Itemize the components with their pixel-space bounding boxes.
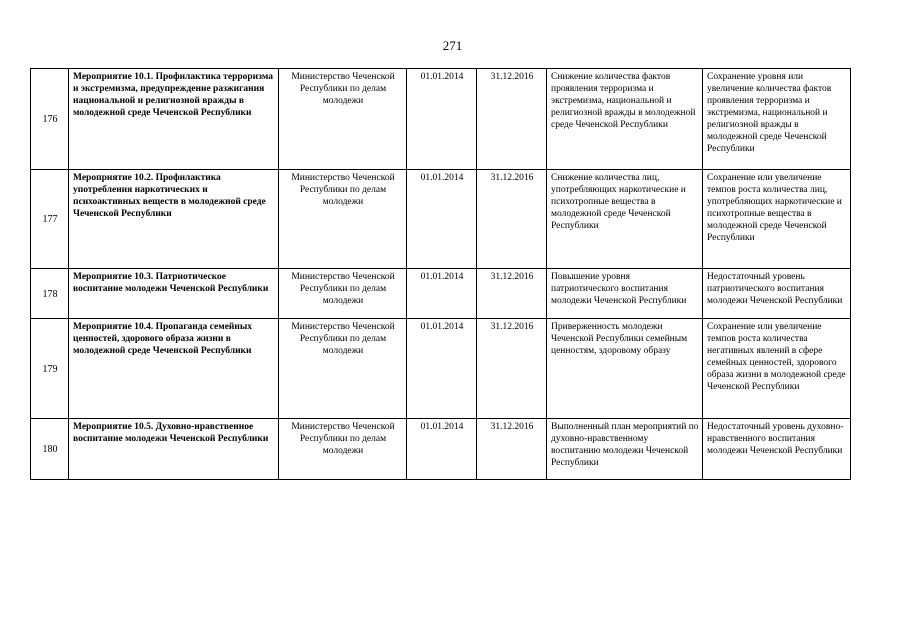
start-date: 01.01.2014 [407, 170, 477, 269]
table-row [31, 419, 851, 480]
expected-result: Снижение количества лиц, употребляющих наркотические и психотропные вещества в молодежной среде Чеченской Республики [547, 170, 703, 269]
expected-result: Выполненный план мероприятий по духовно-нравственному воспитанию молодежи Чеченской Республики [547, 419, 703, 480]
table-row [31, 269, 851, 319]
executor: Министерство Чеченской Республики по делам молодежи [279, 269, 407, 319]
executor: Министерство Чеченской Республики по делам молодежи [279, 319, 407, 419]
end-date: 31.12.2016 [477, 69, 547, 170]
end-date: 31.12.2016 [477, 269, 547, 319]
consequence: Недостаточный уровень духовно-нравственного воспитания молодежи Чеченской Республики [703, 419, 851, 480]
consequence: Сохранение уровня или увеличение количества фактов проявления терроризма и экстремизма, национальной и религиозной вражды в молодежной среде Чеченской Республики [703, 69, 851, 170]
expected-result: Приверженность молодежи Чеченской Республики семейным ценностям, здоровому образу [547, 319, 703, 419]
activity-title: Мероприятие 10.5. Духовно-нравственное воспитание молодежи Чеченской Республики [69, 419, 279, 480]
expected-result: Повышение уровня патриотического воспитания молодежи Чеченской Республики [547, 269, 703, 319]
table-row [31, 69, 851, 170]
activities-table [30, 68, 851, 480]
row-number: 179 [31, 319, 69, 419]
start-date: 01.01.2014 [407, 69, 477, 170]
activity-title: Мероприятие 10.4. Пропаганда семейных ценностей, здорового образа жизни в молодежной среде Чеченской Республики [69, 319, 279, 419]
start-date: 01.01.2014 [407, 269, 477, 319]
end-date: 31.12.2016 [477, 170, 547, 269]
executor: Министерство Чеченской Республики по делам молодежи [279, 419, 407, 480]
start-date: 01.01.2014 [407, 419, 477, 480]
row-number: 180 [31, 419, 69, 480]
start-date: 01.01.2014 [407, 319, 477, 419]
row-number: 176 [31, 69, 69, 170]
consequence: Сохранение или увеличение темпов роста количества лиц, употребляющих наркотические и психотропные вещества в молодежной среде Чеченской Республики [703, 170, 851, 269]
end-date: 31.12.2016 [477, 319, 547, 419]
table-row [31, 319, 851, 419]
expected-result: Снижение количества фактов проявления терроризма и экстремизма, национальной и религиозной вражды в молодежной среде Чеченской Республики [547, 69, 703, 170]
page-number: 271 [442, 38, 463, 53]
activity-title: Мероприятие 10.1. Профилактика терроризма и экстремизма, предупреждение разжигания национальной и религиозной вражды в молодежной среде Чеченской Республики [69, 69, 279, 170]
end-date: 31.12.2016 [477, 419, 547, 480]
activity-title: Мероприятие 10.2. Профилактика употребления наркотических и психоактивных веществ в молодежной среде Чеченской Республики [69, 170, 279, 269]
executor: Министерство Чеченской Республики по делам молодежи [279, 170, 407, 269]
row-number: 178 [31, 269, 69, 319]
executor: Министерство Чеченской Республики по делам молодежи [279, 69, 407, 170]
row-number: 177 [31, 170, 69, 269]
table-row [31, 170, 851, 269]
consequence: Сохранение или увеличение темпов роста количества негативных явлений в сфере семейных ценностей, здорового образа жизни в молодежной среде Чеченской Республики [703, 319, 851, 419]
consequence: Недостаточный уровень патриотического воспитания молодежи Чеченской Республики [703, 269, 851, 319]
activity-title: Мероприятие 10.3. Патриотическое воспитание молодежи Чеченской Республики [69, 269, 279, 319]
